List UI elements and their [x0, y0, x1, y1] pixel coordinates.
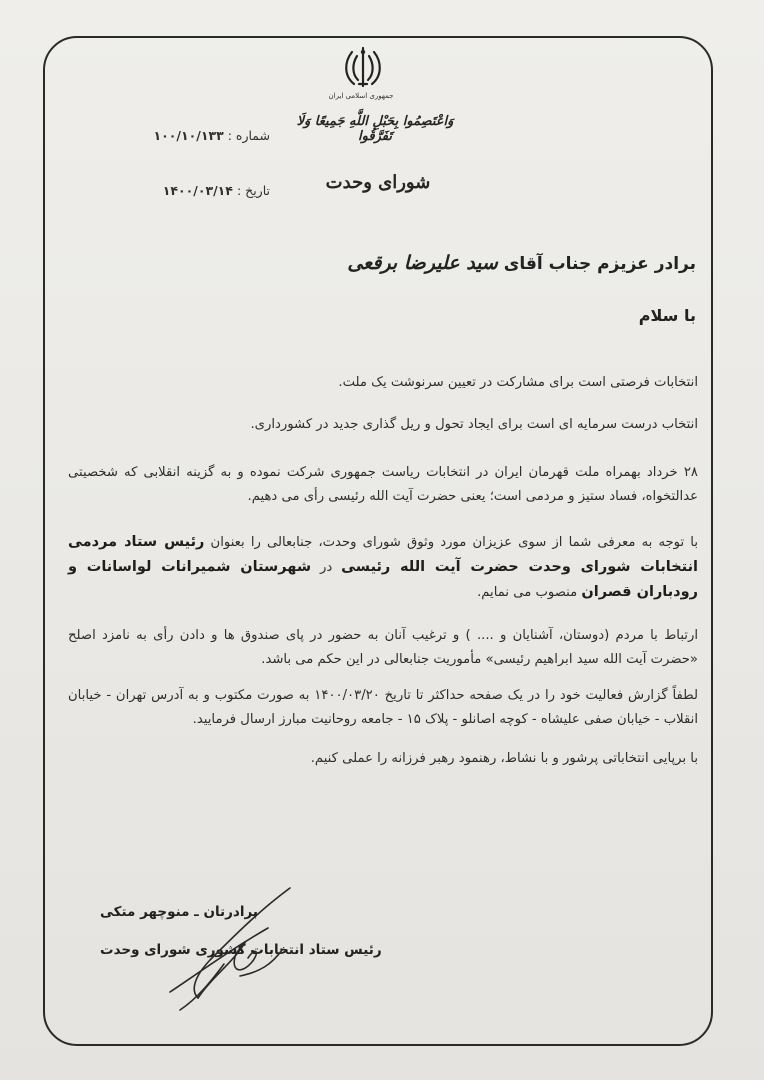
header-verse: وَاعْتَصِمُوا بِحَبْلِ اللَّهِ جَمِيعًا وَلَا تَفَرَّقُوا — [296, 114, 454, 144]
paragraph-5: ارتباط با مردم (دوستان، آشنایان و .... ) و ترغیب آنان به حضور در پای صندوق ها و دادن رأی به نامزد اصلح «حضرت آیت الله سید ابراهیم رئیسی» مأموریت جنابعالی در این حکم می باشد. — [68, 628, 698, 667]
iran-emblem-icon — [338, 44, 388, 92]
p4-appointed: منصوب می نمایم. — [477, 585, 578, 600]
letter-number — [80, 128, 270, 143]
addressee-prefix: برادر عزیزم جناب آقای — [503, 254, 696, 274]
letter-date — [80, 183, 270, 198]
paragraph-6: لطفاً گزارش فعالیت خود را در یک صفحه حداکثر تا تاریخ ۱۴۰۰/۰۳/۲۰ به صورت مکتوب و به آدرس تهران - خیابان انقلاب - خیابان صفی علیشاه - کوچه اصانلو - پلاک ۱۵ - جامعه روحانیت مبارز ارسال فرمایید. — [68, 688, 698, 727]
date-label: تاریخ : — [236, 183, 270, 198]
number-value: ۱۰۰/۱۰/۱۳۳ — [153, 128, 224, 143]
paragraph-7: با برپایی انتخاباتی پرشور و با نشاط، رهنمود رهبر فرزانه را عملی کنیم. — [310, 751, 698, 766]
p4-in: در — [320, 560, 333, 575]
emblem-caption: جمهوری اسلامی ایران — [328, 92, 394, 100]
paragraph-2: انتخاب درست سرمایه ای است برای ایجاد تحول و ریل گذاری جدید در کشورداری. — [250, 417, 698, 432]
paragraph-4 — [68, 530, 698, 605]
p4-intro: با توجه به معرفی شما از سوی عزیزان مورد وثوق شورای وحدت، جنابعالی را بعنوان — [210, 535, 698, 550]
number-label: شماره : — [227, 128, 270, 143]
paragraph-1: انتخابات فرصتی است برای مشارکت در تعیین سرنوشت یک ملت. — [338, 375, 698, 390]
date-value: ۱۴۰۰/۰۳/۱۴ — [162, 183, 233, 198]
p4-title: رئیس ستاد مردمی انتخابات شورای وحدت حضرت آیت الله رئیسی — [68, 534, 698, 575]
greeting: با سلام — [638, 306, 696, 325]
addressee-name: سید علیرضا برقعی — [347, 252, 498, 274]
p4-location: شهرستان شمیرانات لواسانات و رودباران قصران — [68, 559, 698, 600]
handwritten-signature-icon — [140, 880, 320, 1020]
paragraph-3: ۲۸ خرداد بهمراه ملت قهرمان ایران در انتخابات ریاست جمهوری شرکت نموده و به گزینه انقلابی که شخصیتی عدالتخواه، فساد ستیز و مردمی است؛ یعنی حضرت آیت الله رئیسی رأی می دهیم. — [68, 465, 698, 504]
addressee — [347, 252, 696, 274]
signature-title: رئیس ستاد انتخابات کشوری شورای وحدت — [100, 942, 382, 958]
organization-name: شورای وحدت — [325, 172, 431, 193]
signature-name: برادرتان ـ منوچهر متکی — [100, 904, 258, 920]
